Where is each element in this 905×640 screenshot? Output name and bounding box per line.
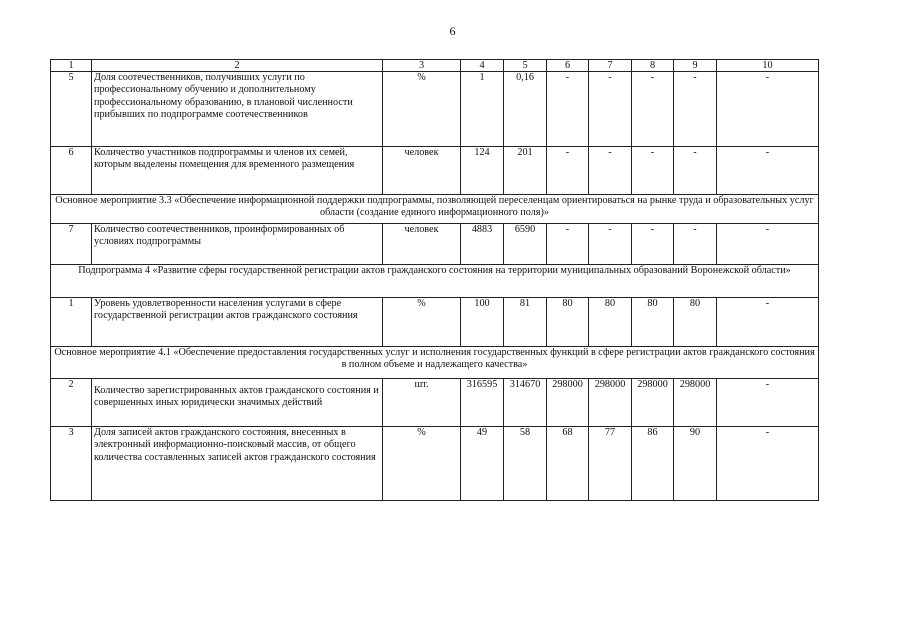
value-cell: - <box>674 72 717 147</box>
section-heading: Подпрограмма 4 «Развитие сферы государственной регистрации актов гражданского состояния на территории муниципальных образований Воронежской области» <box>51 265 819 298</box>
value-cell: 298000 <box>632 379 674 427</box>
value-cell: 80 <box>589 298 632 347</box>
row-number: 6 <box>51 147 92 195</box>
value-cell: 1 <box>461 72 504 147</box>
section-heading: Основное мероприятие 4.1 «Обеспечение предоставления государственных услуг и исполнения государственных функций в сфере регистрации актов гражданского состояния в полном объеме и надлежащего качества» <box>51 347 819 379</box>
value-cell: 68 <box>547 427 589 501</box>
value-cell: - <box>717 427 819 501</box>
col-header: 7 <box>589 60 632 72</box>
col-header: 9 <box>674 60 717 72</box>
table-row <box>51 72 819 147</box>
table-row <box>51 147 819 195</box>
value-cell: - <box>674 224 717 265</box>
unit-cell: шт. <box>383 379 461 427</box>
value-cell: - <box>674 147 717 195</box>
unit-cell: человек <box>383 147 461 195</box>
value-cell: - <box>547 224 589 265</box>
row-number: 2 <box>51 379 92 427</box>
value-cell: - <box>547 147 589 195</box>
value-cell: 4883 <box>461 224 504 265</box>
value-cell: - <box>589 224 632 265</box>
section-row <box>51 195 819 224</box>
value-cell: 124 <box>461 147 504 195</box>
row-number: 1 <box>51 298 92 347</box>
value-cell: - <box>589 147 632 195</box>
indicator-name: Количество зарегистрированных актов гражданского состояния и совершенных иных юридически значимых действий <box>92 379 383 427</box>
value-cell: 100 <box>461 298 504 347</box>
indicators-table <box>50 59 819 501</box>
col-header: 6 <box>547 60 589 72</box>
value-cell: 77 <box>589 427 632 501</box>
value-cell: 298000 <box>547 379 589 427</box>
value-cell: 49 <box>461 427 504 501</box>
indicator-name: Количество соотечественников, проинформированных об условиях подпрограммы <box>92 224 383 265</box>
row-number: 5 <box>51 72 92 147</box>
value-cell: - <box>717 379 819 427</box>
value-cell: 298000 <box>674 379 717 427</box>
section-row <box>51 265 819 298</box>
col-header: 3 <box>383 60 461 72</box>
row-number: 7 <box>51 224 92 265</box>
value-cell: 81 <box>504 298 547 347</box>
unit-cell: человек <box>383 224 461 265</box>
value-cell: 201 <box>504 147 547 195</box>
col-header: 1 <box>51 60 92 72</box>
value-cell: 80 <box>547 298 589 347</box>
value-cell: 90 <box>674 427 717 501</box>
col-header: 5 <box>504 60 547 72</box>
value-cell: 6590 <box>504 224 547 265</box>
table-row <box>51 379 819 427</box>
col-header: 10 <box>717 60 819 72</box>
row-number: 3 <box>51 427 92 501</box>
unit-cell: % <box>383 298 461 347</box>
value-cell: 80 <box>674 298 717 347</box>
indicator-name: Доля соотечественников, получивших услуги по профессиональному обучению и дополнительному профессиональному образованию, в плановой численности прибывших по подпрограмме соотечественников <box>92 72 383 147</box>
value-cell: 58 <box>504 427 547 501</box>
table-row <box>51 224 819 265</box>
value-cell: - <box>717 224 819 265</box>
value-cell: 86 <box>632 427 674 501</box>
value-cell: 314670 <box>504 379 547 427</box>
section-row <box>51 347 819 379</box>
table-row <box>51 427 819 501</box>
value-cell: 298000 <box>589 379 632 427</box>
table-row <box>51 298 819 347</box>
indicator-name: Доля записей актов гражданского состояния, внесенных в электронный информационно-поисковый массив, от общего количества составленных записей актов гражданского состояния <box>92 427 383 501</box>
value-cell: - <box>547 72 589 147</box>
unit-cell: % <box>383 72 461 147</box>
value-cell: 80 <box>632 298 674 347</box>
unit-cell: % <box>383 427 461 501</box>
value-cell: - <box>632 72 674 147</box>
section-heading: Основное мероприятие 3.3 «Обеспечение информационной поддержки подпрограммы, позволяющей переселенцам ориентироваться на рынке труда и образовательных услуг области (создание единого информационного поля)» <box>51 195 819 224</box>
value-cell: - <box>717 298 819 347</box>
value-cell: 316595 <box>461 379 504 427</box>
value-cell: - <box>589 72 632 147</box>
col-header: 8 <box>632 60 674 72</box>
value-cell: - <box>632 224 674 265</box>
indicator-name: Количество участников подпрограммы и членов их семей, которым выделены помещения для временного размещения <box>92 147 383 195</box>
column-number-row <box>51 60 819 72</box>
col-header: 4 <box>461 60 504 72</box>
indicator-name: Уровень удовлетворенности населения услугами в сфере государственной регистрации актов гражданского состояния <box>92 298 383 347</box>
col-header: 2 <box>92 60 383 72</box>
value-cell: 0,16 <box>504 72 547 147</box>
value-cell: - <box>717 147 819 195</box>
page-number: 6 <box>449 24 456 38</box>
value-cell: - <box>717 72 819 147</box>
value-cell: - <box>632 147 674 195</box>
